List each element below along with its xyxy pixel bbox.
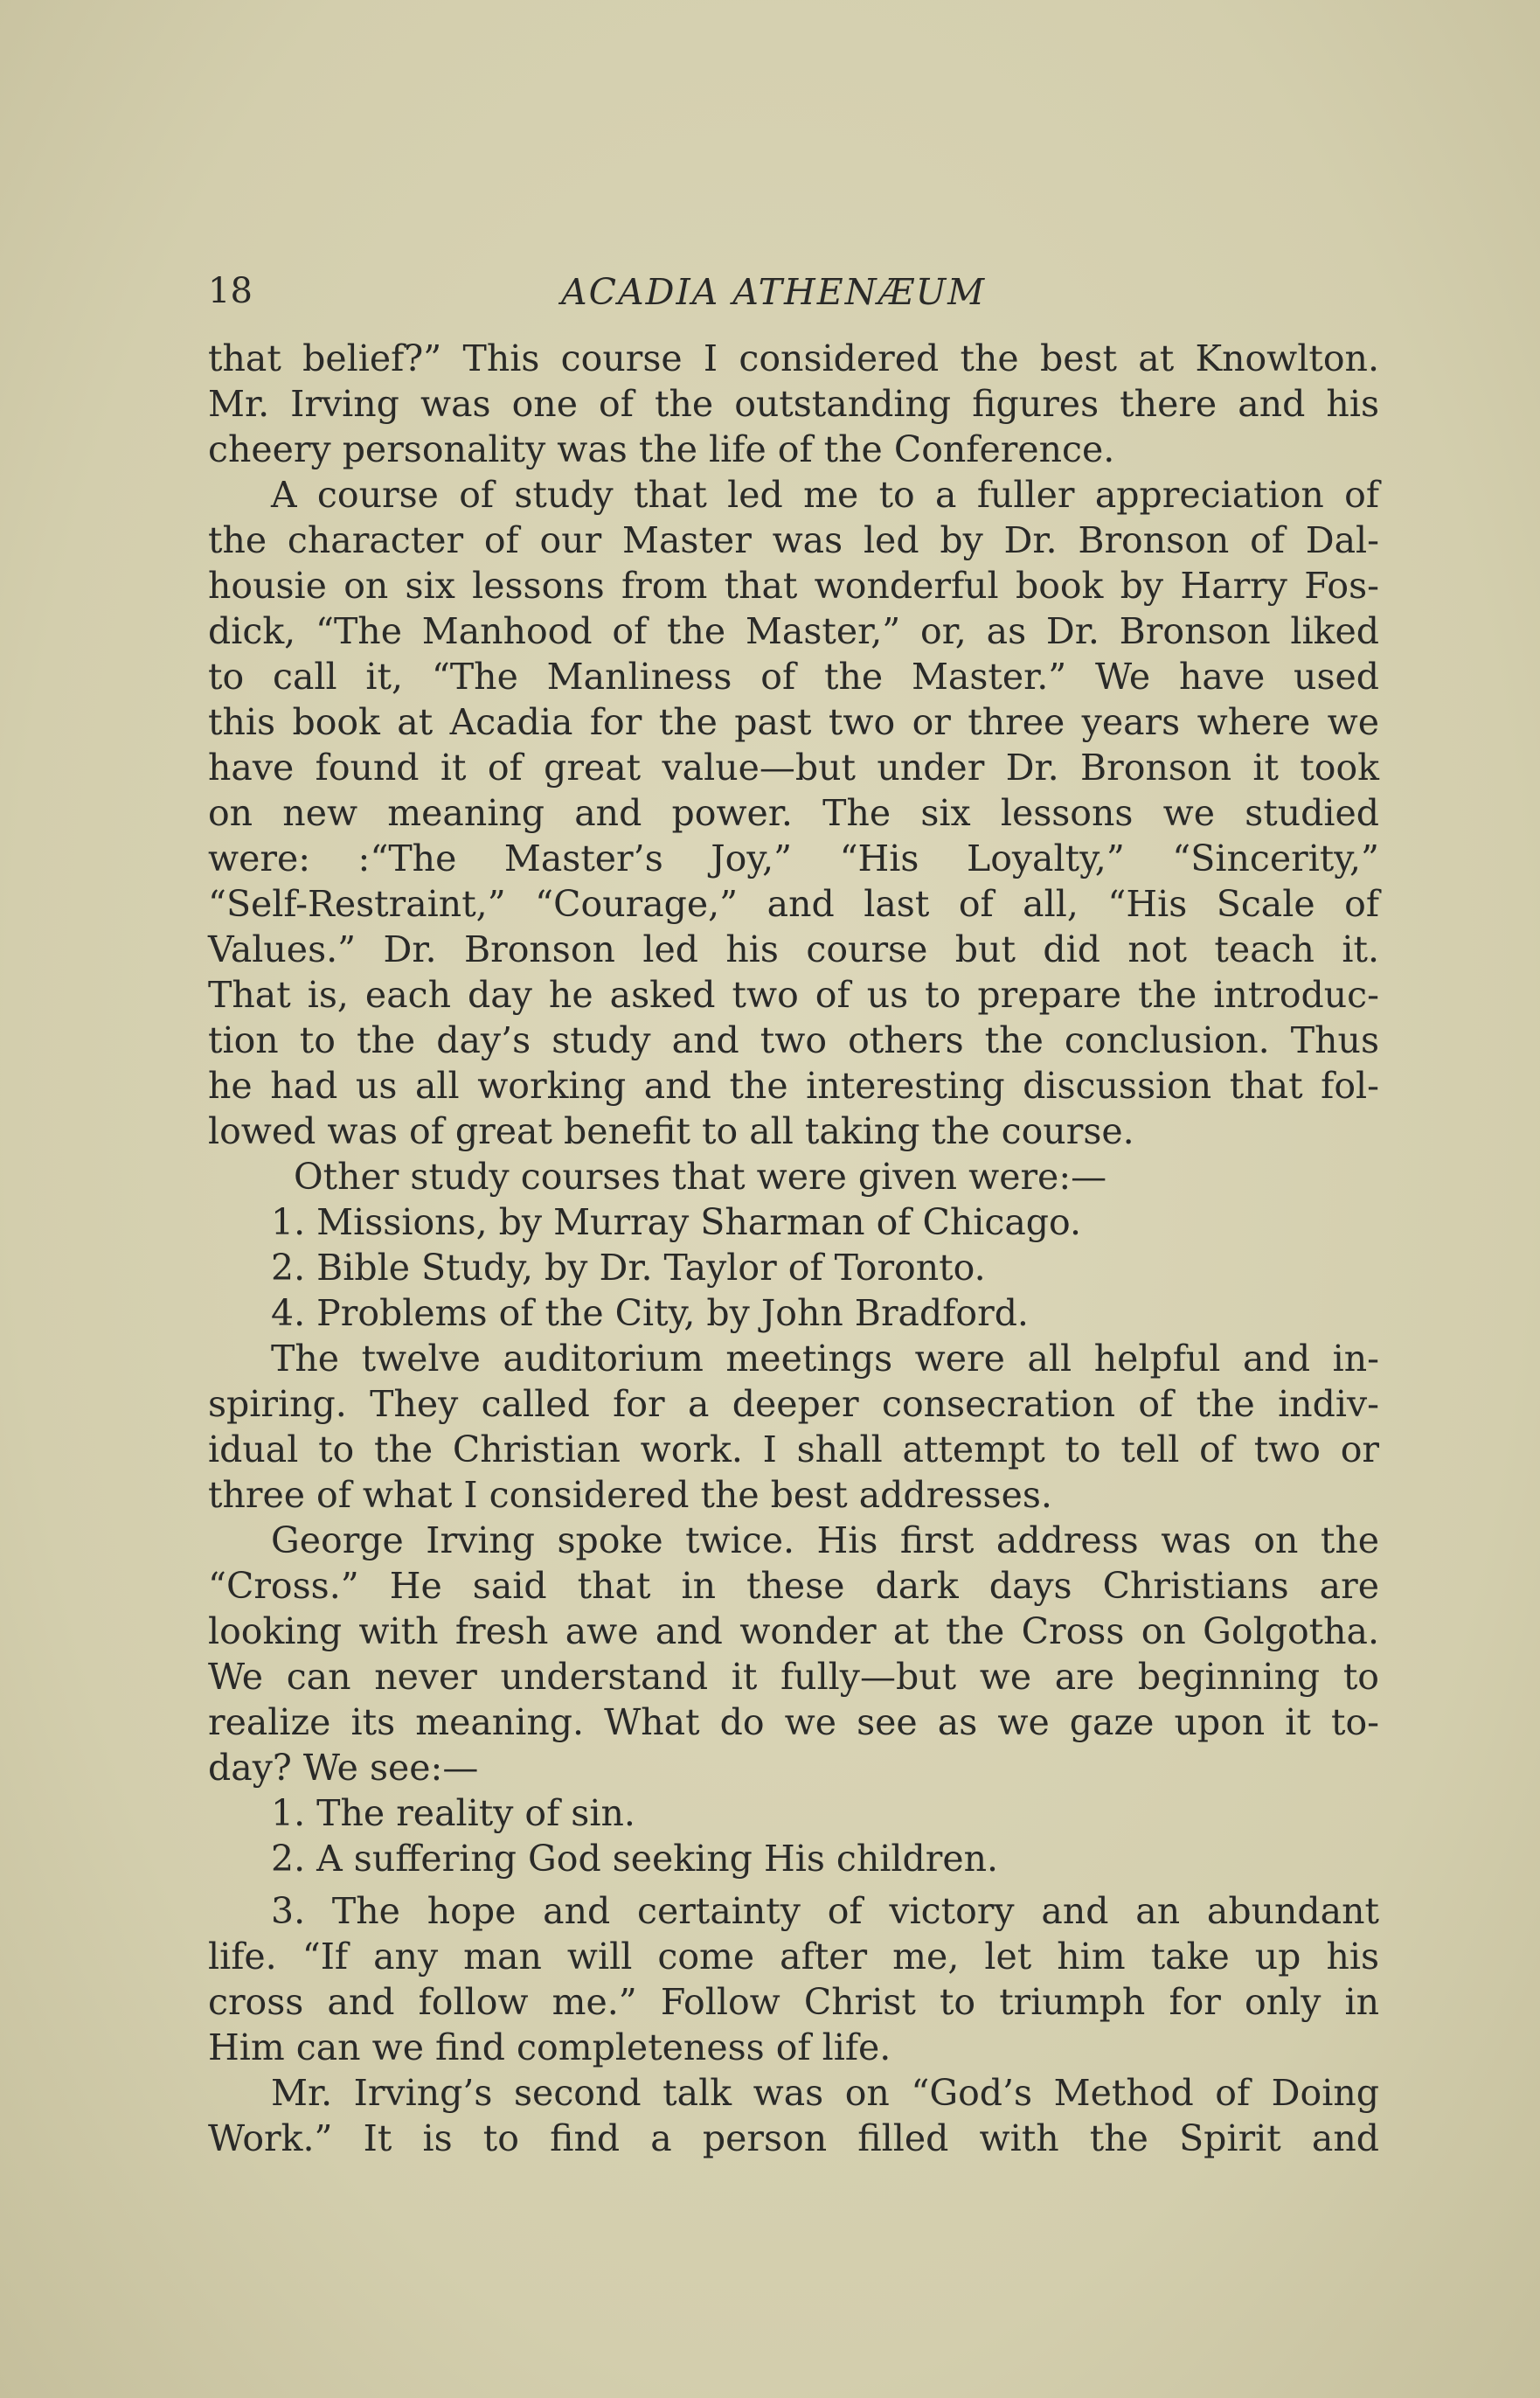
list-item: 4. Problems of the City, by John Bradford.: [271, 1292, 1029, 1334]
text-line: were: :“The Master’s Joy,” “His Loyalty,” “Sincerity,”: [208, 838, 1379, 879]
text-line: Him can we find completeness of life.: [208, 2026, 891, 2068]
text-line: We can never understand it fully—but we are beginning to: [208, 1656, 1379, 1698]
text-line: George Irving spoke twice. His first address was on the: [271, 1519, 1379, 1561]
text-line: lowed was of great benefit to all taking the course.: [208, 1110, 1134, 1152]
text-line: Values.” Dr. Bronson led his course but did not teach it.: [208, 928, 1379, 970]
running-title: ACADIA ATHENÆUM: [561, 271, 987, 313]
text-line: three of what I considered the best addresses.: [208, 1474, 1052, 1516]
text-line: to call it, “The Manliness of the Master.” We have used: [208, 656, 1379, 698]
text-line: Mr. Irving’s second talk was on “God’s Method of Doing: [271, 2072, 1379, 2114]
text-line: cross and follow me.” Follow Christ to triumph for only in: [208, 1981, 1379, 2023]
text-line: life. “If any man will come after me, let him take up his: [208, 1936, 1379, 1977]
text-line: That is, each day he asked two of us to prepare the introduc-: [208, 974, 1379, 1016]
text-line: dick, “The Manhood of the Master,” or, as Dr. Bronson liked: [208, 610, 1379, 652]
text-line: have found it of great value—but under Dr. Bronson it took: [208, 747, 1379, 789]
text-line: this book at Acadia for the past two or three years where we: [208, 701, 1379, 743]
text-line: cheery personality was the life of the Conference.: [208, 428, 1115, 470]
list-item: 3. The hope and certainty of victory and an abundant: [271, 1890, 1379, 1932]
list-item: 2. A suffering God seeking His children.: [271, 1838, 999, 1880]
text-line: tion to the day’s study and two others the conclusion. Thus: [208, 1019, 1379, 1061]
text-line: “Self-Restraint,” “Courage,” and last of all, “His Scale of: [208, 883, 1379, 925]
text-line: day? We see:—: [208, 1747, 479, 1789]
page-body: [208, 262, 1379, 2161]
text-line: “Cross.” He said that in these dark days Christians are: [208, 1565, 1379, 1607]
list-item: 1. Missions, by Murray Sharman of Chicago.: [271, 1201, 1082, 1243]
text-line: looking with fresh awe and wonder at the Cross on Golgotha.: [208, 1610, 1379, 1652]
text-line: Other study courses that were given were:—: [294, 1156, 1107, 1198]
text-line: he had us all working and the interesting discussion that fol-: [208, 1065, 1379, 1107]
text-line: housie on six lessons from that wonderful book by Harry Fos-: [208, 565, 1379, 607]
text-line: Mr. Irving was one of the outstanding figures there and his: [208, 383, 1379, 425]
text-line: on new meaning and power. The six lessons we studied: [208, 792, 1379, 834]
text-line: the character of our Master was led by Dr. Bronson of Dal-: [208, 519, 1379, 561]
page-number: 18: [208, 271, 253, 311]
text-line: A course of study that led me to a fuller appreciation of: [271, 474, 1379, 516]
text-line: idual to the Christian work. I shall attempt to tell of two or: [208, 1428, 1379, 1470]
list-item: 2. Bible Study, by Dr. Taylor of Toronto.: [271, 1247, 986, 1289]
text-line: spiring. They called for a deeper consecration of the indiv-: [208, 1383, 1379, 1425]
text-line: that belief?” This course I considered the best at Knowlton.: [208, 337, 1379, 379]
page-header: [208, 262, 1379, 332]
text-line: realize its meaning. What do we see as we gaze upon it to-: [208, 1701, 1379, 1743]
text-line: Work.” It is to find a person filled with the Spirit and: [208, 2117, 1379, 2159]
list-item: 1. The reality of sin.: [271, 1792, 635, 1834]
text-line: The twelve auditorium meetings were all helpful and in-: [271, 1338, 1379, 1380]
